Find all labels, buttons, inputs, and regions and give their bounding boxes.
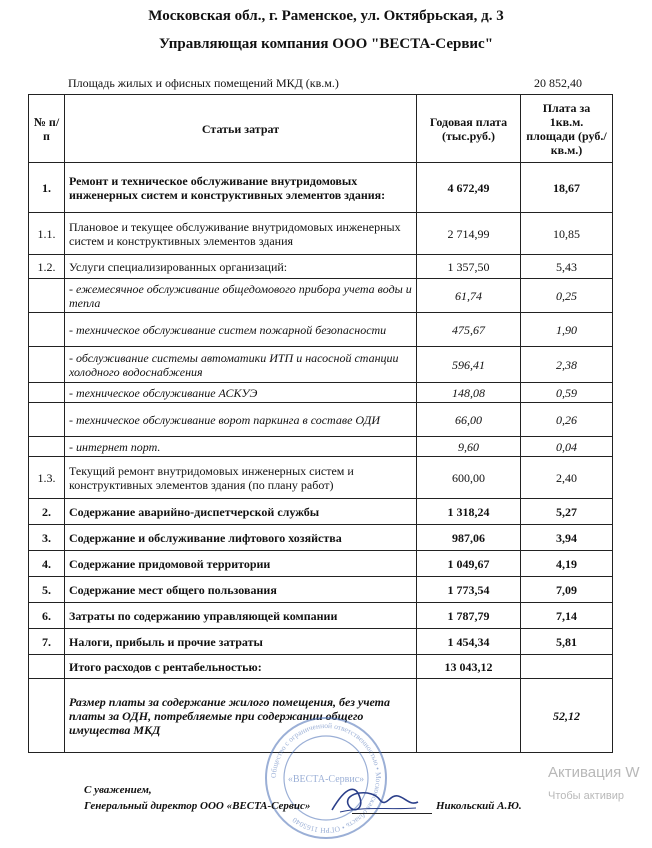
row-annual: 475,67 [417,313,521,347]
table-row [29,347,613,383]
signature-line [352,813,432,814]
header-annual: Годовая плата (тыс.руб.) [417,95,521,163]
row-per-sqm: 0,04 [521,437,613,457]
company-stamp [262,714,390,842]
stamp-center-text: «ВЕСТА-Сервис» [287,774,365,785]
row-annual: 1 357,50 [417,255,521,279]
row-name: Плановое и текущее обслуживание внутридомовых инженерных систем и конструктивных элементов здания [65,213,417,255]
table-row [29,163,613,213]
row-annual: 148,08 [417,383,521,403]
header-per-sqm: Плата за 1кв.м. площади (руб./кв.м.) [521,95,613,163]
table-row [29,255,613,279]
row-per-sqm: 7,14 [521,603,613,629]
document-company: Управляющая компания ООО "ВЕСТА-Сервис" [158,36,494,52]
row-num [29,679,65,753]
row-num [29,437,65,457]
table-row-total [29,655,613,679]
row-per-sqm: 3,94 [521,525,613,551]
costs-table [28,94,613,753]
row-num: 1.3. [29,457,65,499]
area-value: 20 852,40 [534,76,582,90]
row-per-sqm: 0,59 [521,383,613,403]
row-num [29,279,65,313]
table-row [29,629,613,655]
table-row [29,457,613,499]
table-row [29,603,613,629]
row-annual: 1 787,79 [417,603,521,629]
activation-watermark-subtitle: Чтобы активир [548,790,624,802]
row-num [29,383,65,403]
row-name: Размер платы за содержание жилого помещения, без учета платы за ОДН, потребляемые при содержании общего имущества МКД [65,679,417,753]
table-row [29,403,613,437]
table-header-row [29,95,613,163]
row-annual: 1 049,67 [417,551,521,577]
stamp-ring-text: Общество с ограниченной ответственностью • Московская область • ОГРН 1165040 [268,720,384,836]
table-row [29,577,613,603]
header-num: № п/п [29,95,65,163]
signature-name: Никольский А.Ю. [436,800,522,812]
row-annual: 61,74 [417,279,521,313]
row-name: Текущий ремонт внутридомовых инженерных систем и конструктивных элементов здания (по плану работ) [65,457,417,499]
row-per-sqm: 10,85 [521,213,613,255]
row-per-sqm [521,655,613,679]
row-name: Содержание аварийно-диспетчерской службы [65,499,417,525]
row-annual: 13 043,12 [417,655,521,679]
row-name: Ремонт и техническое обслуживание внутридомовых инженерных систем и конструктивных элементов здания: [65,163,417,213]
row-per-sqm: 0,26 [521,403,613,437]
row-num: 6. [29,603,65,629]
row-per-sqm: 2,40 [521,457,613,499]
row-name: - техническое обслуживание систем пожарной безопасности [65,313,417,347]
row-annual: 1 454,34 [417,629,521,655]
row-num: 1. [29,163,65,213]
row-per-sqm: 18,67 [521,163,613,213]
row-name: Содержание и обслуживание лифтового хозяйства [65,525,417,551]
row-annual: 9,60 [417,437,521,457]
row-name: - ежемесячное обслуживание общедомового прибора учета воды и тепла [65,279,417,313]
row-annual: 1 773,54 [417,577,521,603]
row-per-sqm: 5,81 [521,629,613,655]
row-per-sqm: 5,43 [521,255,613,279]
area-label: Площадь жилых и офисных помещений МКД (кв.м.) [68,76,339,90]
row-annual: 4 672,49 [417,163,521,213]
table-row [29,551,613,577]
row-per-sqm: 7,09 [521,577,613,603]
table-row [29,213,613,255]
row-annual [417,679,521,753]
row-num: 5. [29,577,65,603]
row-name: Итого расходов с рентабельностью: [65,655,417,679]
row-num: 3. [29,525,65,551]
signature-greeting: С уважением, [84,784,152,796]
row-per-sqm: 52,12 [521,679,613,753]
row-per-sqm: 4,19 [521,551,613,577]
header-name: Статьи затрат [65,95,417,163]
row-name: Содержание мест общего пользования [65,577,417,603]
row-annual: 1 318,24 [417,499,521,525]
row-name: Услуги специализированных организаций: [65,255,417,279]
row-name: - обслуживание системы автоматики ИТП и насосной станции холодного водоснабжения [65,347,417,383]
row-num [29,655,65,679]
row-name: - техническое обслуживание ворот паркинга в составе ОДИ [65,403,417,437]
row-name: Налоги, прибыль и прочие затраты [65,629,417,655]
table-row [29,499,613,525]
row-num: 7. [29,629,65,655]
row-per-sqm: 5,27 [521,499,613,525]
document-address: Московская обл., г. Раменское, ул. Октябрьская, д. 3 [148,8,504,24]
row-per-sqm: 1,90 [521,313,613,347]
table-row [29,383,613,403]
row-num: 1.2. [29,255,65,279]
row-num [29,313,65,347]
row-annual: 987,06 [417,525,521,551]
table-row [29,437,613,457]
row-name: Затраты по содержанию управляющей компании [65,603,417,629]
director-signature [326,780,422,820]
table-row [29,525,613,551]
row-per-sqm: 2,38 [521,347,613,383]
row-num: 2. [29,499,65,525]
row-name: - интернет порт. [65,437,417,457]
table-row [29,313,613,347]
row-num: 1.1. [29,213,65,255]
row-num [29,347,65,383]
row-num [29,403,65,437]
row-annual: 66,00 [417,403,521,437]
table-row [29,279,613,313]
row-annual: 596,41 [417,347,521,383]
row-num: 4. [29,551,65,577]
row-per-sqm: 0,25 [521,279,613,313]
signature-position: Генеральный директор ООО «ВЕСТА-Сервис» [84,800,311,812]
row-annual: 2 714,99 [417,213,521,255]
activation-watermark-title: Активация W [548,764,640,781]
row-name: Содержание придомовой территории [65,551,417,577]
row-name: - техническое обслуживание АСКУЭ [65,383,417,403]
row-annual: 600,00 [417,457,521,499]
